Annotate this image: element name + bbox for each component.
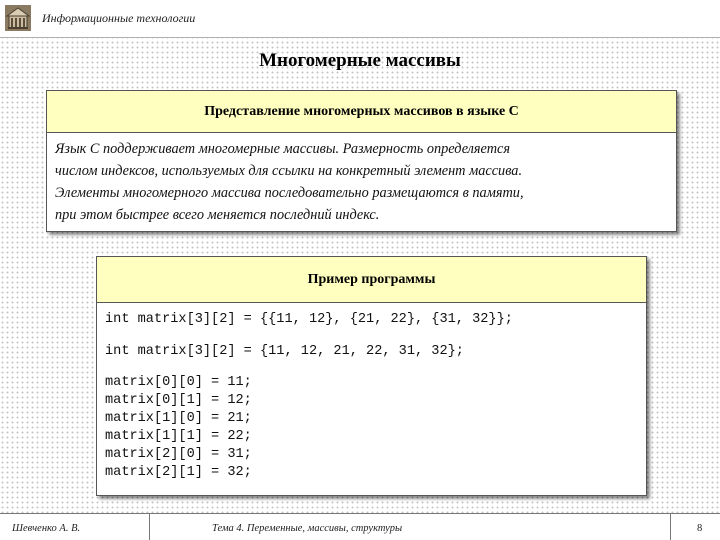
representation-heading: Представление многомерных массивов в языке С <box>47 91 676 133</box>
representation-body <box>47 133 676 231</box>
building-icon <box>4 4 32 32</box>
header-bar <box>0 0 720 38</box>
code-line-assignment: matrix[1][1] = 22; <box>105 429 252 444</box>
footer-author: Шевченко А. В. <box>12 523 81 534</box>
page-number: 8 <box>697 523 703 534</box>
code-line-assignment: matrix[2][0] = 31; <box>105 447 252 462</box>
course-title: Информационные технологии <box>42 11 196 25</box>
example-heading: Пример программы <box>97 257 646 303</box>
representation-line: при этом быстрее всего меняется последний индекс. <box>55 207 380 223</box>
example-panel <box>96 256 647 496</box>
code-line-assignment: matrix[0][0] = 11; <box>105 375 252 390</box>
footer-topic-cell <box>150 513 670 540</box>
representation-line: Элементы многомерного массива последовательно размещаются в памяти, <box>55 185 524 201</box>
code-line-assignment: matrix[0][1] = 12; <box>105 393 252 408</box>
representation-line: числом индексов, используемых для ссылки на конкретный элемент массива. <box>55 163 523 179</box>
representation-panel <box>46 90 677 232</box>
code-block <box>97 303 646 495</box>
footer-page-cell <box>670 513 720 540</box>
code-line-nested-init: int matrix[3][2] = {{11, 12}, {21, 22}, {31, 32}}; <box>105 312 513 327</box>
code-line-assignment: matrix[1][0] = 21; <box>105 411 252 426</box>
slide-title: Многомерные массивы <box>259 50 461 71</box>
code-line-flat-init: int matrix[3][2] = {11, 12, 21, 22, 31, 32}; <box>105 344 464 359</box>
footer-topic: Тема 4. Переменные, массивы, структуры <box>212 523 403 534</box>
code-line-assignment: matrix[2][1] = 32; <box>105 465 252 480</box>
footer-author-cell <box>0 513 150 540</box>
representation-line: Язык С поддерживает многомерные массивы. Размерность определяется <box>55 141 511 157</box>
